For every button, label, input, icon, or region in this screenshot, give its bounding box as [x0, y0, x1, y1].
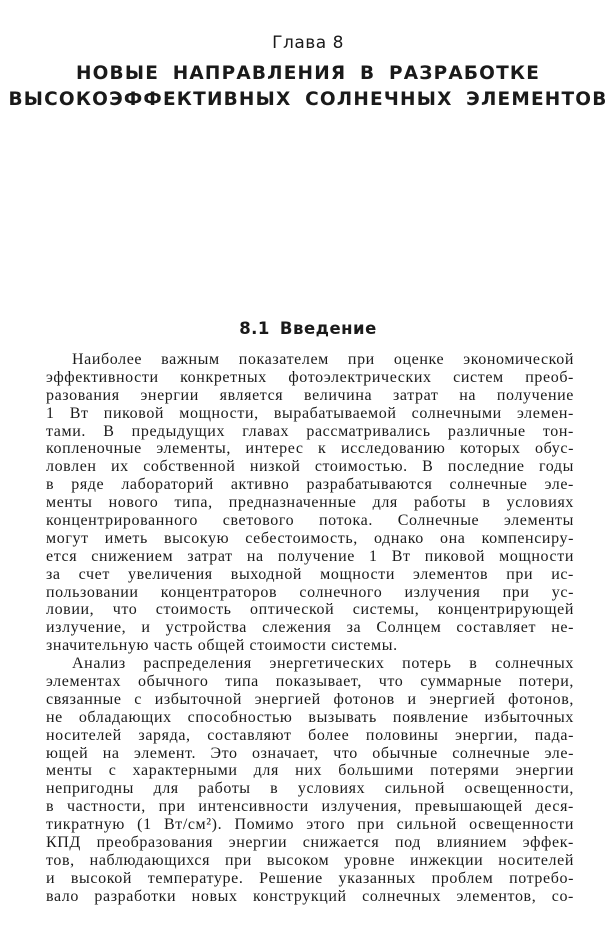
text-line: эффективности конкретных фотоэлектрических систем преоб- — [46, 368, 574, 386]
text-line: тами. В предыдущих главах рассматривались различные тон- — [46, 422, 574, 440]
text-line: связанные с избыточной энергией фотонов и энергией фотонов, — [46, 690, 574, 708]
text-line: могут иметь высокую себестоимость, однако она компенсиру- — [46, 529, 574, 547]
text-line: менты нового типа, предназначенные для работы в условиях — [46, 494, 574, 512]
text-line: не обладающих способностью вызывать появление избыточных — [46, 708, 574, 726]
text-line: непригодны для работы в условиях сильной освещенности, — [46, 780, 574, 798]
chapter-title-line-1: НОВЫЕ НАПРАВЛЕНИЯ В РАЗРАБОТКЕ — [75, 63, 541, 84]
section-title: Введение — [279, 319, 377, 338]
body-text — [46, 351, 574, 906]
text-line: копленочные элементы, интерес к исследованию которых обус- — [46, 440, 574, 458]
chapter-title-line-2: ВЫСОКОЭФФЕКТИВНЫХ СОЛНЕЧНЫХ ЭЛЕМЕНТОВ — [8, 89, 608, 110]
text-line: значительную часть общей стоимости системы. — [46, 637, 398, 655]
text-line: концентрированного светового потока. Солнечные элементы — [46, 512, 574, 530]
text-line: ется снижением затрат на получение 1 Вт пиковой мощности — [46, 547, 574, 565]
text-line: в частности, при интенсивности излучения, превышающей деся- — [46, 798, 574, 816]
text-line: 1 Вт пиковой мощности, вырабатываемой солнечными элемен- — [46, 404, 574, 422]
text-line: Анализ распределения энергетических потерь в солнечных — [72, 655, 574, 673]
text-line: пользовании концентраторов солнечного излучения при ус- — [46, 583, 574, 601]
text-line: тикратную (1 Вт/см²). Помимо этого при сильной освещенности — [46, 816, 574, 834]
text-line: разования энергии является величина затрат на получение — [46, 386, 574, 404]
text-line: ющей на элемент. Это означает, что обычные солнечные эле- — [46, 744, 574, 762]
text-line: и высокой температуре. Решение указанных проблем потребо- — [46, 869, 574, 887]
paragraph-1 — [46, 351, 574, 655]
text-line: вало разработки новых конструкций солнечных элементов, со- — [46, 887, 574, 905]
section-number: 8.1 — [239, 319, 270, 338]
text-line: в ряде лабораторий активно разрабатываются солнечные эле- — [46, 476, 574, 494]
text-line: Наиболее важным показателем при оценке экономической — [72, 351, 574, 368]
text-line: менты с характерными для них большими потерями энергии — [46, 762, 574, 780]
paragraph-2 — [46, 655, 574, 905]
text-line: излучение, и устройства слежения за Солнцем составляет не- — [46, 619, 574, 637]
text-line: тов, наблюдающихся при высоком уровне инжекции носителей — [46, 851, 574, 869]
text-line: ловлен их собственной низкой стоимостью. В последние годы — [46, 458, 574, 476]
text-line: КПД преобразования энергии снижается под влиянием эффек- — [46, 834, 574, 852]
text-line: за счет увеличения выходной мощности элементов при ис- — [46, 565, 574, 583]
text-line: ловии, что стоимость оптической системы, концентрирующей — [46, 601, 574, 619]
section-heading — [0, 319, 616, 338]
text-line: носителей заряда, составляют более половины энергии, пада- — [46, 726, 574, 744]
text-line: элементах обычного типа показывает, что суммарные потери, — [46, 673, 574, 691]
chapter-label: Глава 8 — [272, 33, 344, 53]
